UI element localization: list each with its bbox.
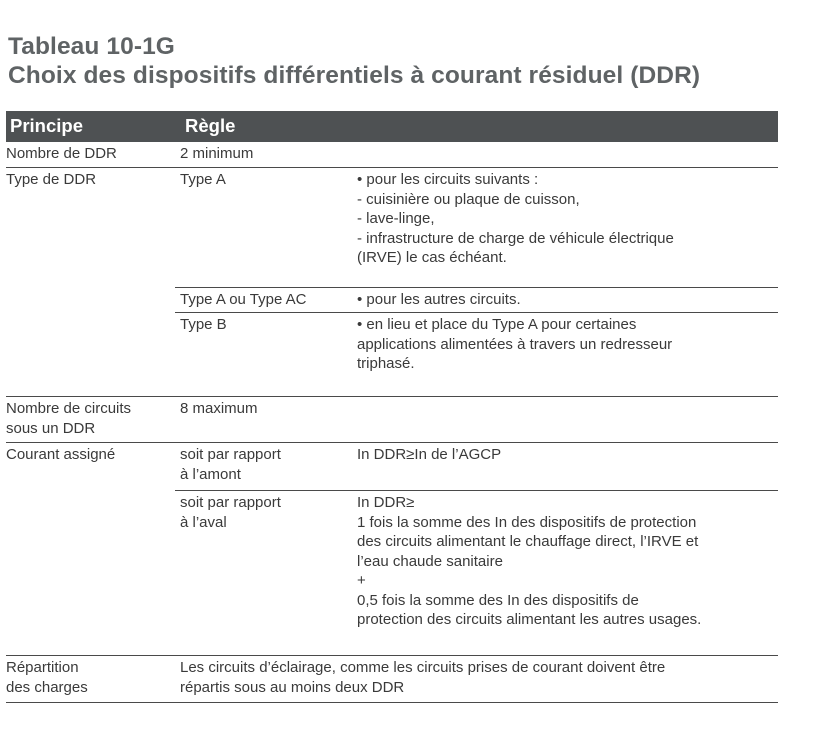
cell-type: Type B (180, 316, 227, 333)
description-line: In DDR≥ (357, 494, 415, 511)
regle-line: répartis sous au moins deux DDR (180, 678, 405, 696)
description-line: In DDR≥In de l’AGCP (357, 446, 502, 463)
description-line: - cuisinière ou plaque de cuisson, (357, 190, 580, 208)
row-courant-assigne (6, 443, 778, 656)
table-number: Tableau 10-1G (8, 33, 175, 60)
condition-line: à l’amont (180, 465, 241, 483)
description-line: - infrastructure de charge de véhicule électrique (357, 229, 674, 247)
regle-line: Les circuits d’éclairage, comme les circuits prises de courant doivent être (180, 659, 666, 676)
row-repartition (6, 656, 778, 703)
condition-line: soit par rapport (180, 446, 281, 463)
subrow-type-a-ou-ac (175, 287, 778, 312)
subrow-amont (6, 443, 778, 490)
principe-line: Nombre de circuits (6, 400, 132, 417)
condition-line: à l’aval (180, 513, 227, 531)
table-title: Choix des dispositifs différentiels à courant résiduel (DDR) (8, 62, 701, 89)
principe-line: des charges (6, 678, 88, 696)
cell-principe (6, 399, 174, 438)
cell-regle: 2 minimum (180, 145, 254, 162)
row-nombre-ddr (6, 142, 778, 168)
cell-condition (180, 445, 356, 484)
row-nombre-circuits (6, 397, 778, 443)
table-header (6, 111, 778, 142)
cell-description (357, 493, 778, 630)
subrow-type-b (175, 312, 778, 396)
cell-regle: 8 maximum (180, 400, 258, 417)
cell-principe (6, 658, 174, 697)
description-line: des circuits alimentant le chauffage direct, l’IRVE et (357, 533, 699, 550)
cell-condition (180, 493, 356, 532)
description-line: l’eau chaude sanitaire (357, 552, 503, 570)
cell-type: Type A (180, 171, 226, 188)
cell-principe: Type de DDR (6, 171, 97, 188)
condition-line: soit par rapport (180, 494, 281, 511)
header-regle: Règle (185, 115, 236, 136)
cell-principe: Nombre de DDR (6, 145, 117, 162)
header-principe: Principe (10, 115, 83, 136)
description-line: - lave-linge, (357, 210, 435, 227)
description-line: (IRVE) le cas échéant. (357, 249, 507, 266)
description-line: • en lieu et place du Type A pour certaines (357, 316, 637, 333)
description-line: 1 fois la somme des In des dispositifs de protection (357, 513, 697, 531)
cell-description (357, 315, 778, 374)
cell-description (357, 445, 778, 465)
subrow-aval (175, 490, 778, 655)
page-title (8, 32, 700, 90)
description-line: • pour les circuits suivants : (357, 171, 539, 188)
description-line: 0,5 fois la somme des In des dispositifs de (357, 591, 639, 609)
cell-principe: Courant assigné (6, 446, 116, 463)
cell-description (357, 290, 778, 310)
cell-description (357, 170, 778, 268)
subrow-type-a (6, 168, 778, 287)
description-line: • pour les autres circuits. (357, 291, 521, 308)
principe-line: Répartition (6, 659, 79, 676)
cell-type: Type A ou Type AC (180, 291, 307, 308)
row-type-ddr (6, 168, 778, 397)
ddr-table (6, 111, 778, 703)
description-line: + (357, 572, 366, 589)
principe-line: sous un DDR (6, 419, 96, 437)
description-line: protection des circuits alimentant les autres usages. (357, 611, 702, 628)
description-line: triphasé. (357, 355, 415, 372)
cell-regle (180, 658, 778, 697)
description-line: applications alimentées à travers un redresseur (357, 335, 673, 353)
